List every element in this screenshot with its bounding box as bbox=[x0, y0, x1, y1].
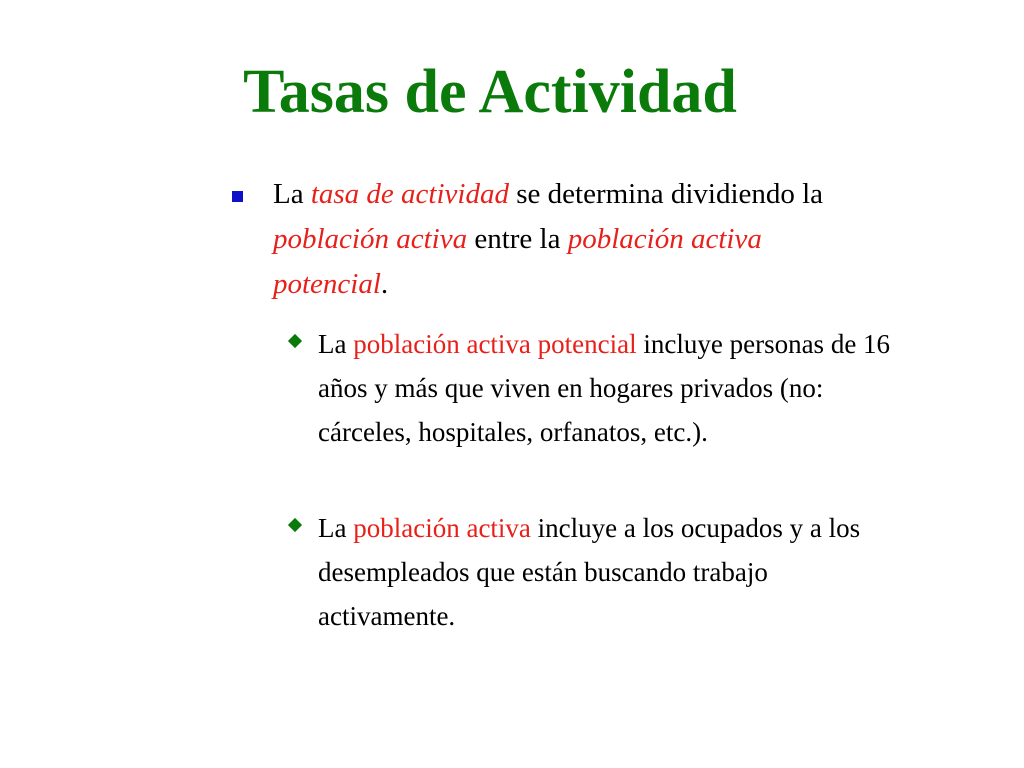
term-tasa-de-actividad: tasa de actividad bbox=[310, 178, 509, 210]
main-bullet bbox=[232, 172, 872, 307]
text-segment: incluye a los ocupados y a los desempleados que están buscando trabajo activamente. bbox=[318, 513, 861, 631]
term-poblacion-activa: población activa bbox=[353, 513, 531, 543]
text-segment: entre la bbox=[467, 223, 568, 255]
text-segment: La bbox=[318, 513, 354, 543]
square-bullet-icon bbox=[232, 191, 243, 202]
diamond-bullet-icon bbox=[288, 334, 302, 348]
text-segment: se determina dividiendo la bbox=[508, 178, 824, 210]
diamond-bullet-icon bbox=[288, 518, 302, 532]
text-segment: La bbox=[318, 329, 354, 359]
term-poblacion-activa: población activa bbox=[273, 223, 468, 255]
text-segment: incluye personas de 16 años y más que viven en hogares privados (no: cárceles, hospitales, orfanatos, etc.). bbox=[318, 329, 891, 447]
sub-bullet bbox=[286, 322, 896, 454]
text-segment: La bbox=[273, 178, 311, 210]
sub-bullet-text bbox=[318, 506, 896, 638]
main-bullet-text bbox=[273, 172, 872, 307]
text-segment: . bbox=[380, 268, 389, 300]
slide-title: Tasas de Actividad bbox=[243, 58, 737, 126]
sub-bullet bbox=[286, 506, 896, 638]
sub-bullet-text bbox=[318, 322, 896, 454]
term-poblacion-activa-potencial: población activa potencial bbox=[353, 329, 637, 359]
term-poblacion-activa-potencial: población activa potencial bbox=[273, 223, 762, 300]
